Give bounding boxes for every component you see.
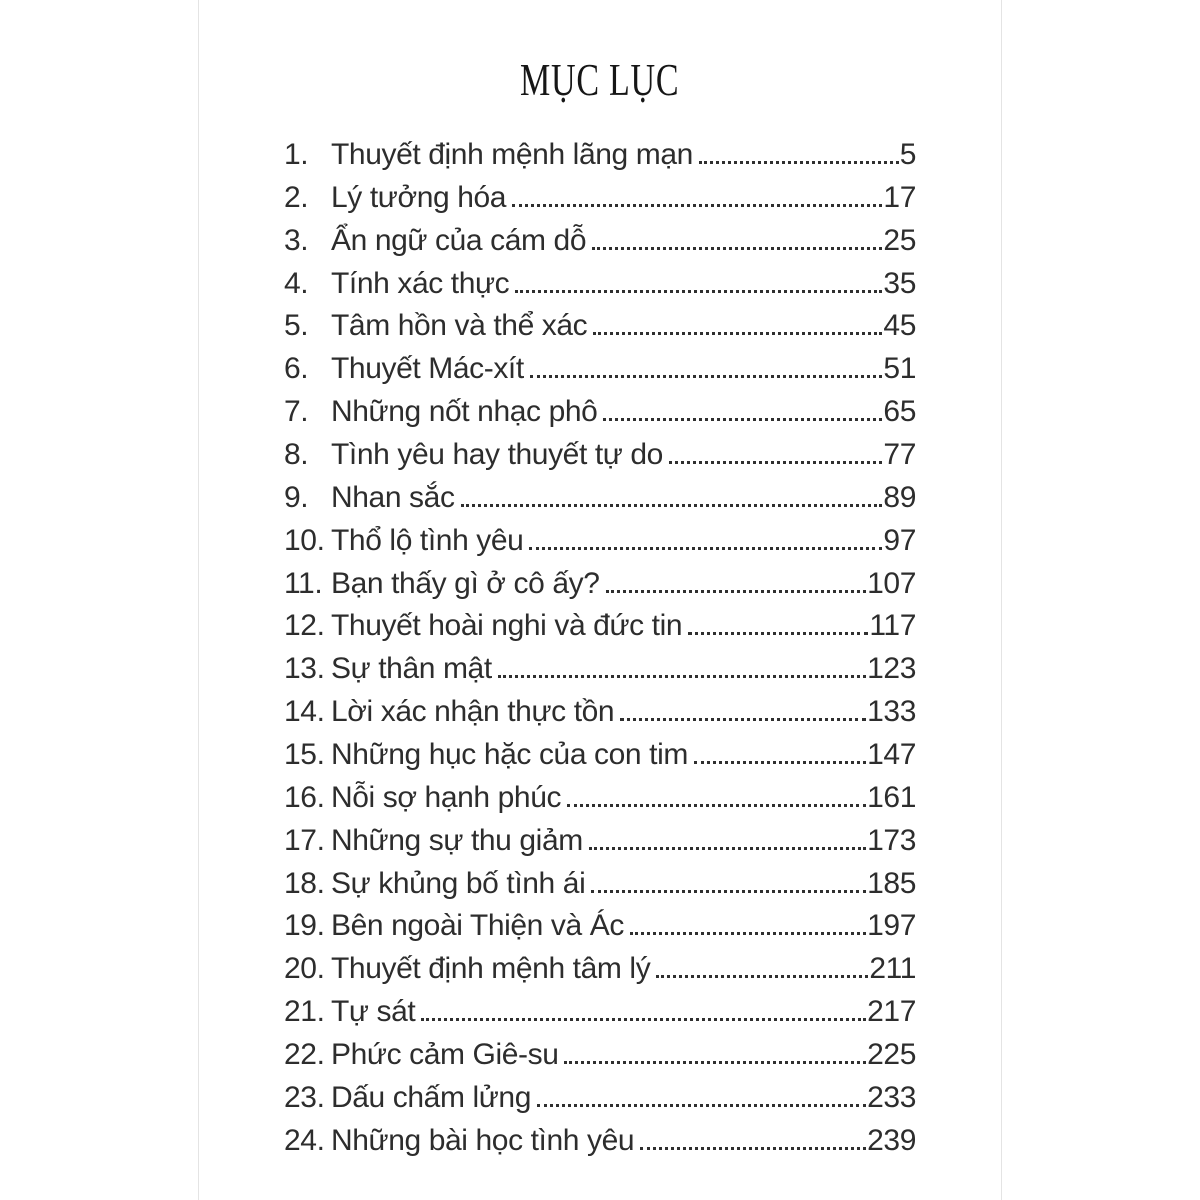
toc-entry xyxy=(284,520,916,563)
toc-entry xyxy=(284,177,916,220)
toc-entry xyxy=(284,820,916,863)
toc-entry xyxy=(284,391,916,434)
toc-entry-number: 13. xyxy=(284,652,325,686)
toc-entry xyxy=(284,134,916,177)
toc-entry-title: Nhan sắc xyxy=(331,480,455,514)
toc-entry-page: 25 xyxy=(883,223,916,257)
toc-entry-page: 197 xyxy=(867,909,916,943)
toc-entry-page: 35 xyxy=(883,266,916,300)
toc-entry-page: 133 xyxy=(867,695,916,729)
toc-entry-number: 22. xyxy=(284,1038,325,1072)
toc-leader-dots xyxy=(537,1104,866,1107)
toc-entry-number: 16. xyxy=(284,780,325,814)
toc-entry-title: Thuyết Mác-xít xyxy=(331,352,524,386)
toc-entry-title: Dấu chấm lửng xyxy=(331,1080,531,1114)
toc-entry-title: Lý tưởng hóa xyxy=(331,180,507,214)
toc-entry-page: 117 xyxy=(869,609,916,643)
toc-entry-title: Những hục hặc của con tim xyxy=(331,738,688,772)
toc-entry-page: 217 xyxy=(867,995,916,1029)
toc-entry xyxy=(284,434,916,477)
toc-entry-title: Thuyết định mệnh lãng mạn xyxy=(331,138,693,171)
toc-entry-number: 20. xyxy=(284,952,325,986)
toc-leader-dots xyxy=(567,804,866,807)
toc-leader-dots xyxy=(512,204,882,207)
toc-entry-number: 11. xyxy=(284,566,323,600)
toc-entry-title: Những bài học tình yêu xyxy=(331,1123,635,1157)
toc-entry-page: 185 xyxy=(867,866,916,900)
toc-entry xyxy=(284,948,916,991)
toc-entry-page: 65 xyxy=(883,395,916,429)
toc-entry-number: 3. xyxy=(284,223,309,257)
page-title-text: MỤC LỤC xyxy=(520,53,680,105)
toc-entry-page: 17 xyxy=(883,180,916,214)
toc-entry xyxy=(284,605,916,648)
toc-entry-title: Bên ngoài Thiện và Ác xyxy=(331,909,624,943)
toc-entry-page: 161 xyxy=(867,780,916,814)
toc-leader-dots xyxy=(515,290,882,293)
toc-leader-dots xyxy=(530,375,883,378)
toc-entry-page: 123 xyxy=(867,652,916,686)
toc-entry-number: 15. xyxy=(284,738,325,772)
toc-leader-dots xyxy=(669,461,882,464)
toc-entry-title: Lời xác nhận thực tồn xyxy=(331,695,615,729)
toc-leader-dots xyxy=(592,247,882,250)
toc-leader-dots xyxy=(498,675,866,678)
toc-entry-title: Tâm hồn và thể xác xyxy=(331,309,588,343)
toc-entry-title: Phức cảm Giê-su xyxy=(331,1038,559,1072)
toc-leader-dots xyxy=(688,632,868,635)
toc-entry xyxy=(284,1077,916,1120)
toc-entry-title: Thuyết định mệnh tâm lý xyxy=(331,952,651,986)
toc-entry xyxy=(284,648,916,691)
toc-leader-dots xyxy=(421,1018,866,1021)
toc-entry-number: 23. xyxy=(284,1080,325,1114)
toc-entry xyxy=(284,477,916,520)
toc-entry-page: 239 xyxy=(867,1123,916,1157)
toc-entry-number: 24. xyxy=(284,1123,325,1157)
toc-entry-number: 4. xyxy=(284,266,309,300)
toc-entry-number: 8. xyxy=(284,438,309,472)
toc-leader-dots xyxy=(461,504,883,507)
toc-entry-number: 5. xyxy=(284,309,309,343)
toc-entry-number: 7. xyxy=(284,395,309,429)
toc-entry xyxy=(284,263,916,306)
toc-entry-page: 225 xyxy=(867,1038,916,1072)
toc-entry xyxy=(284,734,916,777)
toc-entry xyxy=(284,905,916,948)
toc-entry-page: 89 xyxy=(883,480,916,514)
toc-entry-title: Sự khủng bố tình ái xyxy=(331,866,586,900)
toc-entry-number: 18. xyxy=(284,866,325,900)
toc-entry-number: 17. xyxy=(284,823,325,857)
toc-entry-page: 107 xyxy=(867,566,916,600)
toc-entry xyxy=(284,220,916,263)
toc-entry-page: 173 xyxy=(867,823,916,857)
toc-entry-number: 6. xyxy=(284,352,309,386)
toc-entry-title: Thuyết hoài nghi và đức tin xyxy=(331,609,683,643)
toc-entry-number: 21. xyxy=(284,995,325,1029)
toc-entry-title: Nỗi sợ hạnh phúc xyxy=(331,780,562,814)
toc-leader-dots xyxy=(564,1061,866,1064)
toc-leader-dots xyxy=(694,761,866,764)
toc-entry-number: 19. xyxy=(284,909,325,943)
toc-entry-page: 211 xyxy=(869,952,916,986)
toc-entry-title: Những nốt nhạc phô xyxy=(331,395,598,429)
toc-leader-dots xyxy=(589,847,866,850)
toc-entry xyxy=(284,563,916,606)
toc-entry-title: Sự thân mật xyxy=(331,652,492,686)
toc-leader-dots xyxy=(640,1147,866,1150)
toc-entry-number: 12. xyxy=(284,609,325,643)
toc-entry-number: 2. xyxy=(284,180,309,214)
toc-entry-page: 45 xyxy=(883,309,916,343)
page-title xyxy=(0,53,1200,106)
toc-entry-number: 14. xyxy=(284,695,325,729)
toc-entry-title: Tình yêu hay thuyết tự do xyxy=(331,438,663,472)
toc-leader-dots xyxy=(606,590,867,593)
toc-entry xyxy=(284,1120,916,1163)
toc-entry xyxy=(284,348,916,391)
toc-entry-page: 147 xyxy=(867,738,916,772)
toc-entry xyxy=(284,305,916,348)
toc-entry-page: 77 xyxy=(883,438,916,472)
toc-entry-title: Bạn thấy gì ở cô ấy? xyxy=(331,566,600,600)
toc-leader-dots xyxy=(699,161,899,164)
toc-entry-number: 1. xyxy=(284,138,309,171)
toc-entry xyxy=(284,691,916,734)
toc-entry-title: Thổ lộ tình yêu xyxy=(331,523,524,557)
page-scan-edge-right xyxy=(1001,0,1002,1200)
toc-entry-title: Tự sát xyxy=(331,995,416,1029)
toc-leader-dots xyxy=(656,975,868,978)
toc-list xyxy=(284,134,916,1163)
toc-entry-number: 9. xyxy=(284,480,309,514)
page-scan-edge-left xyxy=(198,0,199,1200)
toc-leader-dots xyxy=(591,890,866,893)
toc-leader-dots xyxy=(603,418,882,421)
toc-entry-title: Những sự thu giảm xyxy=(331,823,583,857)
toc-entry xyxy=(284,1034,916,1077)
toc-entry-number: 10. xyxy=(284,523,325,557)
toc-entry-page: 97 xyxy=(883,523,916,557)
toc-leader-dots xyxy=(529,547,882,550)
toc-entry xyxy=(284,863,916,906)
toc-entry-title: Ẩn ngữ của cám dỗ xyxy=(331,223,587,257)
toc-entry xyxy=(284,991,916,1034)
toc-entry-title: Tính xác thực xyxy=(331,266,510,300)
toc-leader-dots xyxy=(593,332,882,335)
toc-entry-page: 5 xyxy=(899,138,916,171)
toc-entry-page: 233 xyxy=(867,1080,916,1114)
toc-leader-dots xyxy=(630,932,866,935)
toc-entry-page: 51 xyxy=(883,352,916,386)
toc-entry xyxy=(284,777,916,820)
toc-leader-dots xyxy=(620,718,866,721)
